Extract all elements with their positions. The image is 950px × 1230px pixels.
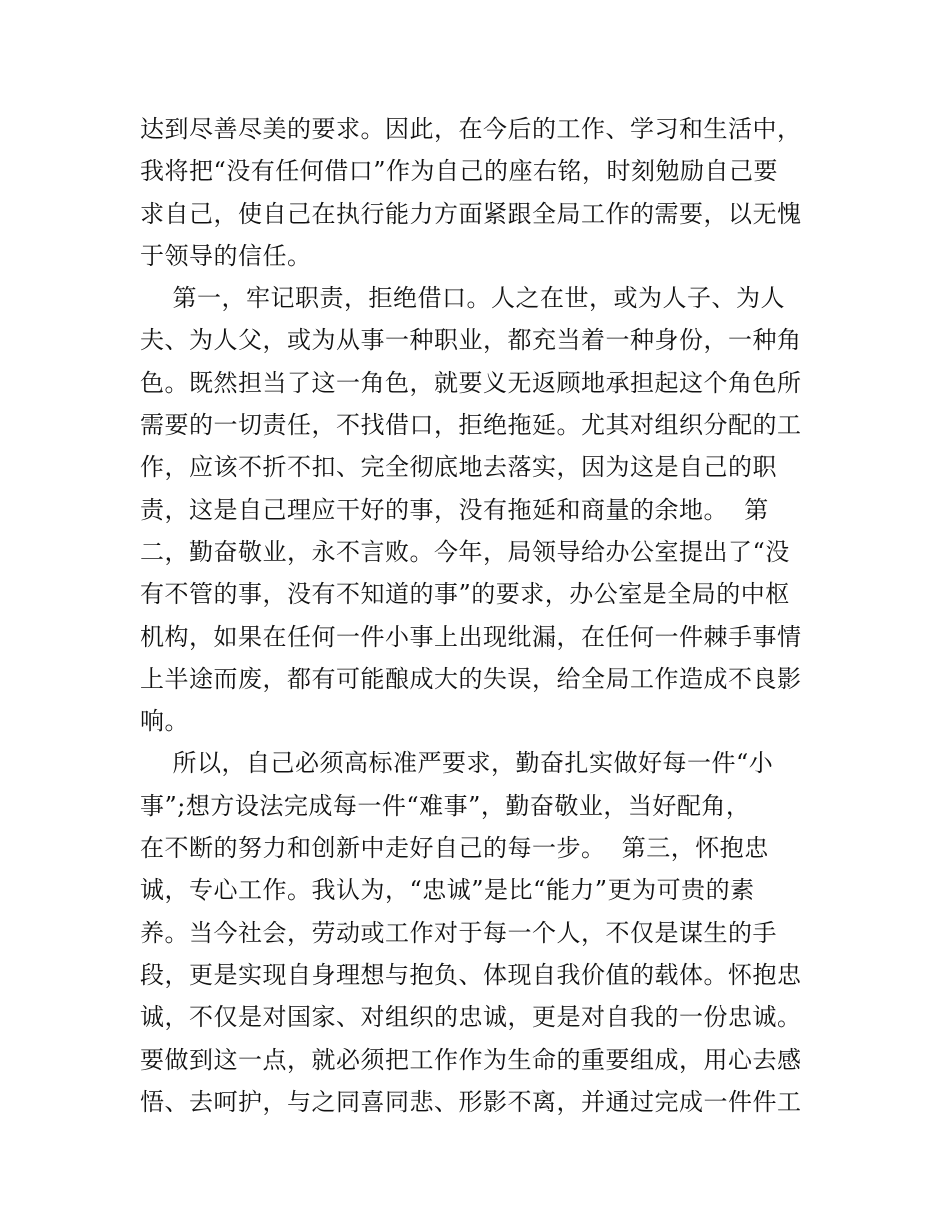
text-line-23: 要做到这一点，就必须把工作作为生命的重要组成，用心去感 — [140, 1045, 802, 1074]
text-line-21: 段，更是实现自身理想与抱负、体现自我价值的载体。怀抱忠 — [140, 960, 802, 989]
text-line-24: 悟、去呵护，与之同喜同悲、形影不离，并通过完成一件件工 — [140, 1087, 802, 1116]
text-line-20: 养。当今社会，劳动或工作对于每一个人，不仅是谋生的手 — [140, 918, 777, 947]
body-text — [140, 108, 820, 1123]
text-line-13: 机构，如果在任何一件小事上出现纰漏，在任何一件棘手事情 — [140, 622, 802, 651]
text-line-11: 二，勤奋敬业，永不言败。今年，局领导给办公室提出了“没 — [140, 537, 790, 566]
text-line-22: 诚，不仅是对国家、对组织的忠诚，更是对自我的一份忠诚。 — [140, 1003, 802, 1032]
text-line-14: 上半途而废，都有可能酿成大的失误，给全局工作造成不良影 — [140, 664, 802, 693]
text-line-5: 第一，牢记职责，拒绝借口。人之在世，或为人子、为人 — [140, 284, 786, 313]
text-line-4: 于领导的信任。 — [140, 241, 312, 270]
text-line-10: 责，这是自己理应干好的事，没有拖延和商量的余地。 第 — [140, 495, 769, 524]
text-line-2: 我将把“没有任何借口”作为自己的座右铭，时刻勉励自己要 — [140, 157, 779, 186]
text-line-17: 事”;想方设法完成每一件“难事”，勤奋敬业，当好配角， — [140, 791, 751, 820]
text-line-8: 需要的一切责任，不找借口，拒绝拖延。尤其对组织分配的工 — [140, 411, 802, 440]
text-line-6: 夫、为人父，或为从事一种职业，都充当着一种身份，一种角 — [140, 326, 802, 355]
text-line-12: 有不管的事，没有不知道的事”的要求，办公室是全局的中枢 — [140, 580, 790, 609]
text-line-3: 求自己，使自己在执行能力方面紧跟全局工作的需要，以无愧 — [140, 199, 802, 228]
text-line-18: 在不断的努力和创新中走好自己的每一步。 第三，怀抱忠 — [140, 834, 769, 863]
text-line-7: 色。既然担当了这一角色，就要义无返顾地承担起这个角色所 — [140, 368, 802, 397]
text-line-15: 响。 — [140, 707, 189, 736]
text-line-19: 诚，专心工作。我认为，“忠诚”是比“能力”更为可贵的素 — [140, 876, 755, 905]
text-line-16: 所以，自己必须高标准严要求，勤奋扎实做好每一件“小 — [140, 749, 774, 778]
text-line-9: 作，应该不折不扣、完全彻底地去落实，因为这是自己的职 — [140, 453, 777, 482]
text-line-1: 达到尽善尽美的要求。因此，在今后的工作、学习和生活中， — [140, 115, 802, 143]
